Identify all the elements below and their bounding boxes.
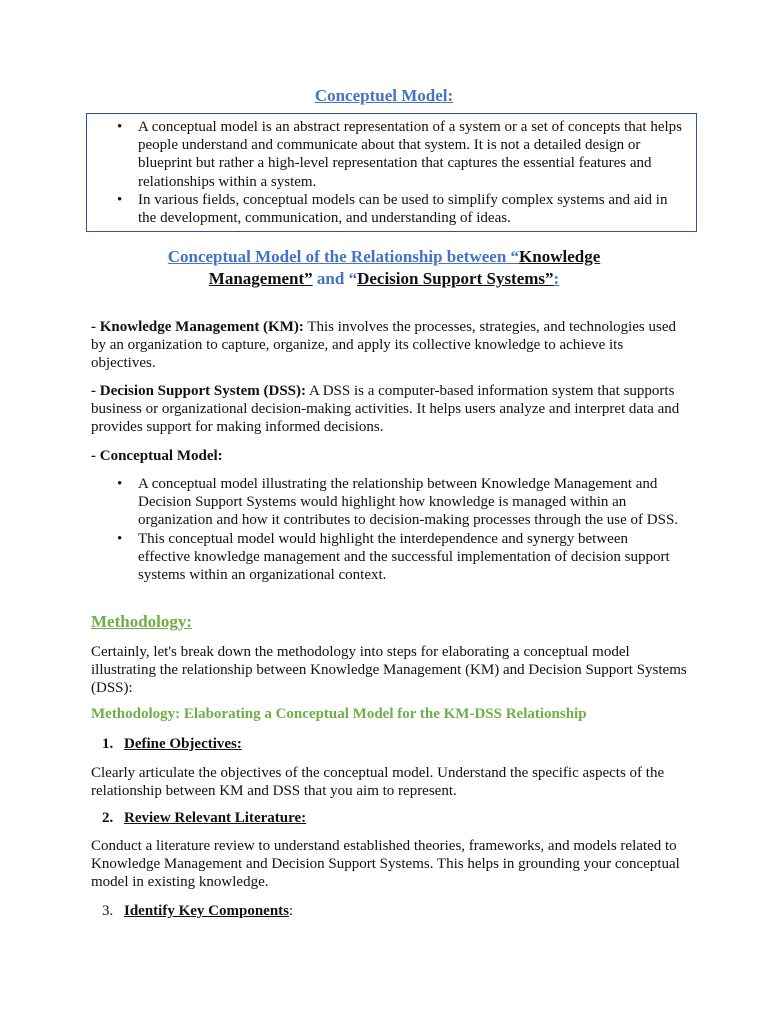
km-label: - Knowledge Management (KM): bbox=[91, 319, 304, 335]
title-km: Knowledge bbox=[519, 247, 601, 266]
step-1-heading bbox=[102, 736, 242, 753]
dss-text: A DSS is a computer-based information system that supports business or organizational decision-making activities. It helps users analyze and interpret data and provides support for making informed decisions. bbox=[91, 383, 680, 436]
section-title-conceptual-model: Conceptuel Model: bbox=[314, 86, 454, 105]
bullet-icon: • bbox=[117, 476, 123, 492]
step-number: 2. bbox=[102, 810, 114, 826]
title-part: Conceptual Model of the Relationship between “ bbox=[167, 247, 520, 266]
list-item bbox=[117, 530, 683, 585]
step-2-text: Conduct a literature review to understand established theories, frameworks, and models related to Knowledge Management and Decision Support Systems. This helps in grounding your conceptual model in existing knowledge. bbox=[91, 838, 680, 891]
methodology-intro: Certainly, let's break down the methodology into steps for elaborating a conceptual model illustrating the relationship between Knowledge Management (KM) and Decision Support Systems (DSS): bbox=[91, 644, 687, 697]
bullet-text: A conceptual model illustrating the relationship between Knowledge Management and Decision Support Systems would highlight how knowledge is managed within an organization and how it contributes to decision-making processes through the use of DSS. bbox=[138, 476, 679, 529]
title-colon: : bbox=[553, 269, 560, 288]
step-3-heading bbox=[102, 903, 293, 920]
methodology-heading: Methodology: bbox=[91, 612, 193, 631]
title-and: and “ bbox=[312, 269, 358, 288]
step-label: Review Relevant Literature: bbox=[124, 810, 307, 826]
title-dss: Decision Support Systems” bbox=[357, 269, 554, 288]
step-label: Define Objectives: bbox=[124, 736, 242, 752]
step-number: 3. bbox=[102, 903, 114, 919]
step-suffix: : bbox=[289, 903, 294, 919]
bullet-icon: • bbox=[117, 530, 123, 547]
definition-bullet-list bbox=[117, 118, 688, 227]
list-item bbox=[117, 475, 683, 530]
step-number: 1. bbox=[102, 736, 114, 752]
bullet-text: A conceptual model is an abstract representation of a system or a set of concepts that helps people understand and communicate about that system. It is not a detailed design or blueprint but rather a high-level representation that captures the essential features and relationships within a system. bbox=[138, 119, 682, 190]
dss-label: - Decision Support System (DSS): bbox=[91, 383, 307, 399]
step-label: Identify Key Components bbox=[124, 903, 290, 919]
section-title-relationship bbox=[150, 246, 618, 290]
km-definition bbox=[91, 318, 691, 373]
bullet-icon: • bbox=[117, 191, 123, 208]
bullet-text: This conceptual model would highlight the interdependence and synergy between effective knowledge management and the successful implementation of decision support systems within an organizational context. bbox=[138, 530, 670, 584]
bullet-icon: • bbox=[117, 119, 123, 135]
methodology-subheading: Methodology: Elaborating a Conceptual Model for the KM-DSS Relationship bbox=[91, 706, 587, 722]
dss-definition bbox=[91, 382, 691, 437]
km-text: This involves the processes, strategies, and technologies used by an organization to capture, organize, and apply its collective knowledge to achieve its objectives. bbox=[91, 319, 677, 372]
list-item bbox=[117, 118, 688, 191]
list-item bbox=[117, 191, 688, 227]
title-km-cont: Management” bbox=[208, 269, 313, 288]
step-2-heading bbox=[102, 810, 306, 827]
bullet-text: In various fields, conceptual models can be used to simplify complex systems and aid in the development, communication, and understanding of ideas. bbox=[138, 191, 668, 227]
conceptual-model-label: - Conceptual Model: bbox=[91, 448, 223, 464]
step-1-text: Clearly articulate the objectives of the conceptual model. Understand the specific aspects of the relationship between KM and DSS that you aim to represent. bbox=[91, 765, 665, 800]
conceptual-model-bullet-list bbox=[117, 475, 683, 584]
